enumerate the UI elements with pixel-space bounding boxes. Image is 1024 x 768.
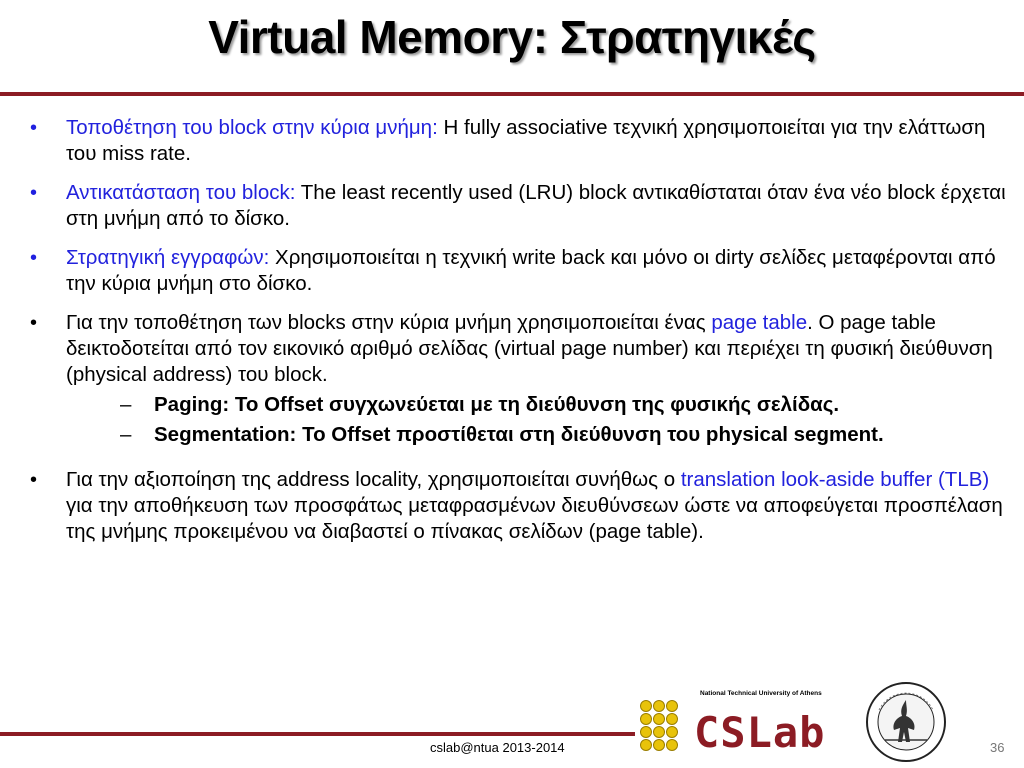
page-table-term: page table [711, 311, 808, 334]
bullet-text: Χρησιμοποιείται η τεχνική write back και μόνο οι dirty σελίδες μεταφέρονται από την κύρια μνήμη στο δίσκο. [66, 246, 996, 295]
bullet-text: The least recently used (LRU) block αντικαθίσταται όταν ένα νέο block έρχεται στη μνήμη από το δίσκο. [66, 181, 1006, 230]
cslab-logo [640, 690, 860, 765]
sub-bullet-text: Paging: To Offset συγχωνεύεται με τη διεύθυνση της φυσικής σελίδας. [154, 393, 840, 416]
bullet-write-strategy [22, 245, 1007, 297]
bullet-symbol: • [30, 117, 38, 139]
sub-bullets [66, 392, 1007, 448]
bullet-tlb [22, 467, 1007, 545]
bullet-symbol: • [30, 247, 38, 269]
title-divider [0, 92, 1024, 96]
footer-divider [0, 732, 635, 736]
logo-wordmark: CSLab [694, 708, 826, 757]
page-number: 36 [990, 740, 1005, 755]
dash-symbol: – [120, 393, 132, 416]
logo-subtitle: National Technical University of Athens [700, 690, 822, 697]
bullet-replacement [22, 180, 1007, 232]
bullet-text: H fully associative τεχνική χρησιμοποιείται για την ελάττωση του miss rate. [66, 116, 986, 165]
bullet-symbol: • [30, 182, 38, 204]
bullet-symbol: • [30, 469, 38, 491]
dash-symbol: – [120, 423, 132, 446]
slide-title: Virtual Memory: Στρατηγικές [208, 11, 816, 63]
logo-dots-icon [640, 700, 684, 760]
bullet-label: Αντικατάσταση του block: [66, 181, 296, 204]
bullet-text-cont: . O page table δεικτοδοτείται από τον εικονικό αριθμό σελίδας (virtual page number) και περιέχει τη φυσική διεύθυνση (physical address) του block. [66, 311, 993, 386]
bullet-text: Για την τοποθέτηση των blocks στην κύρια μνήμη χρησιμοποιείται ένας [66, 311, 712, 334]
tlb-term: translation look-aside buffer (TLB) [680, 468, 990, 491]
bullet-placement [22, 115, 1007, 167]
sub-bullet-segmentation [110, 422, 1007, 448]
bullet-label: Τοποθέτηση του block στην κύρια μνήμη: [66, 116, 438, 139]
bullet-text-cont: για την αποθήκευση των προσφάτως μεταφρασμένων διευθύνσεων ώστε να αποφεύγεται προσπέλαση της μνήμης προκειμένου να διαβαστεί ο πίνακας σελίδων (page table). [66, 494, 1003, 543]
bullet-symbol: • [30, 312, 38, 334]
bullet-label: Στρατηγική εγγραφών: [66, 246, 270, 269]
sub-bullet-paging [110, 392, 1007, 418]
slide-content [22, 115, 1007, 558]
sub-bullet-text: Segmentation: To Offset προστίθεται στη διεύθυνση του physical segment. [154, 423, 884, 446]
bullet-text: Για την αξιοποίηση της address locality, χρησιμοποιείται συνήθως ο [66, 468, 681, 491]
footer-text: cslab@ntua 2013-2014 [430, 740, 565, 755]
bullet-page-table [22, 310, 1007, 448]
ntua-seal-icon [865, 680, 947, 764]
